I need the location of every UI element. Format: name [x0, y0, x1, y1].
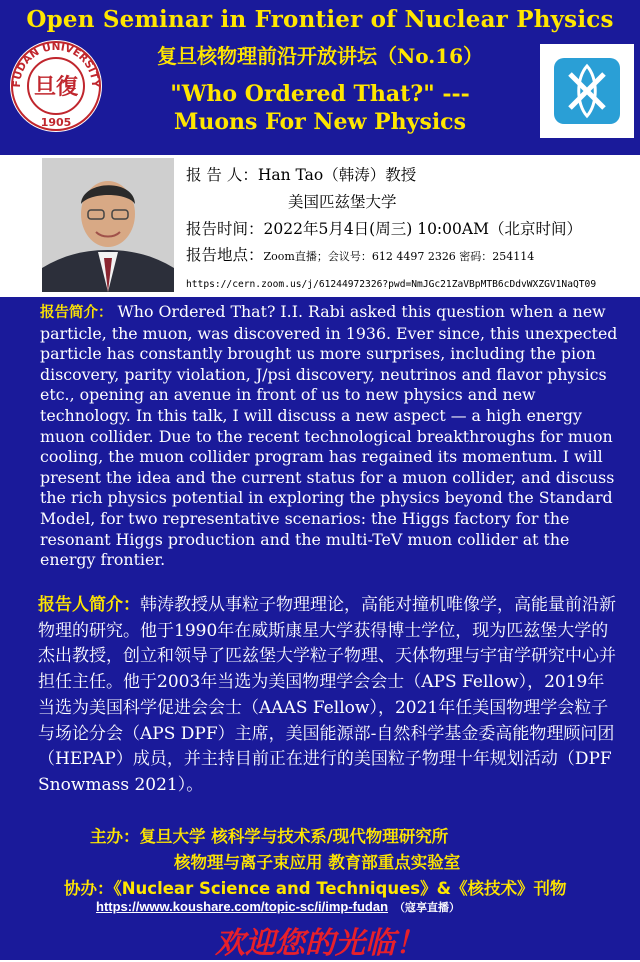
fudan-university-logo	[8, 38, 104, 134]
abstract-label: 报告简介：	[40, 304, 113, 321]
seminar-title-en: Open Seminar in Frontier of Nuclear Physics	[26, 6, 614, 33]
stream-link-line	[96, 899, 460, 915]
bio-label: 报告人简介：	[38, 595, 140, 615]
logo-center-glyph: 旦復	[33, 74, 79, 100]
time-label: 报告时间：	[186, 220, 264, 238]
speaker-label: 报 告 人：	[186, 166, 258, 184]
co-host-line: 协办：《Nuclear Science and Techniques》&《核技术》刊物	[64, 879, 567, 898]
speaker-affiliation: 美国匹兹堡大学	[288, 193, 397, 211]
logo-arc-text: FUDAN UNIVERSITY	[10, 41, 102, 88]
abstract-section	[40, 302, 626, 571]
speaker-line	[186, 163, 416, 185]
speaker-name: Han Tao（韩涛）教授	[257, 166, 417, 184]
bio-text: 韩涛教授从事粒子物理理论，高能对撞机唯像学，高能量前沿新物理的研究。他于1990年在威斯康星大学获得博士学位，现为匹兹堡大学的杰出教授，创立和领导了匹兹堡大学粒子物理、天体物理与宇宙学研究中心并担任主任。他于2003年当选为美国物理学会会士（APS Fellow），2019年当选为美国科学促进会会士（AAAS Fellow），2021年任美国物理学会粒子与场论分会（APS DPF）主席，美国能源部-自然科学基金委高能物理顾问团（HEPAP）成员，并主持目前正在进行的美国粒子物理十年规划活动（DPF Snowmass 2021）。	[38, 595, 616, 795]
zoom-url[interactable]: https://cern.zoom.us/j/61244972326?pwd=NmJGc21ZaVBpMTB6cDdvWXZGV1NaQT09	[186, 279, 597, 290]
logo-year: 1905	[40, 116, 72, 129]
talk-place: Zoom直播；会议号：612 4497 2326 密码：254114	[263, 250, 535, 263]
talk-title	[120, 80, 520, 136]
talk-title-line1: "Who Ordered That?" ---	[170, 81, 470, 107]
speaker-photo	[42, 158, 174, 292]
stream-link[interactable]: https://www.koushare.com/topic-sc/i/imp-fudan	[96, 899, 389, 914]
institute-logo	[540, 44, 634, 138]
welcome-text: 欢迎您的光临！	[215, 926, 425, 961]
host-line-1: 主办：复旦大学 核科学与技术系/现代物理研究所	[90, 827, 449, 846]
place-line	[186, 243, 534, 265]
seminar-title-cn: 复旦核物理前沿开放讲坛（No.16）	[156, 44, 484, 68]
host-line-2: 核物理与离子束应用 教育部重点实验室	[174, 853, 461, 872]
bio-section	[38, 593, 620, 799]
talk-time: 2022年5月4日(周三) 10:00AM（北京时间）	[263, 220, 582, 238]
talk-title-line2: Muons For New Physics	[174, 109, 466, 135]
time-line	[186, 217, 582, 239]
place-label: 报告地点：	[186, 246, 264, 264]
abstract-text: Who Ordered That? I.I. Rabi asked this question when a new particle, the muon, was discovered in 1936. Ever since, this unexpected particle has constantly brought us more surprises, including the pion discovery, parity violation, J/psi discovery, neutrinos and flavor physics etc., opening an avenue in front of us to new physics and new technology. In this talk, I will discuss a new aspect — a high energy muon collider. Due to the recent technological breakthroughs for muon cooling, the muon collider program has regained its momentum. I will present the idea and the current status for a muon collider, and discuss the rich physics potential in exploring the physics beyond the Standard Model, for two representative scenarios: the Higgs factory for the resonant Higgs production and the multi-TeV muon collider at the energy frontier.	[40, 302, 618, 570]
stream-link-note: （寇享直播）	[394, 902, 461, 914]
